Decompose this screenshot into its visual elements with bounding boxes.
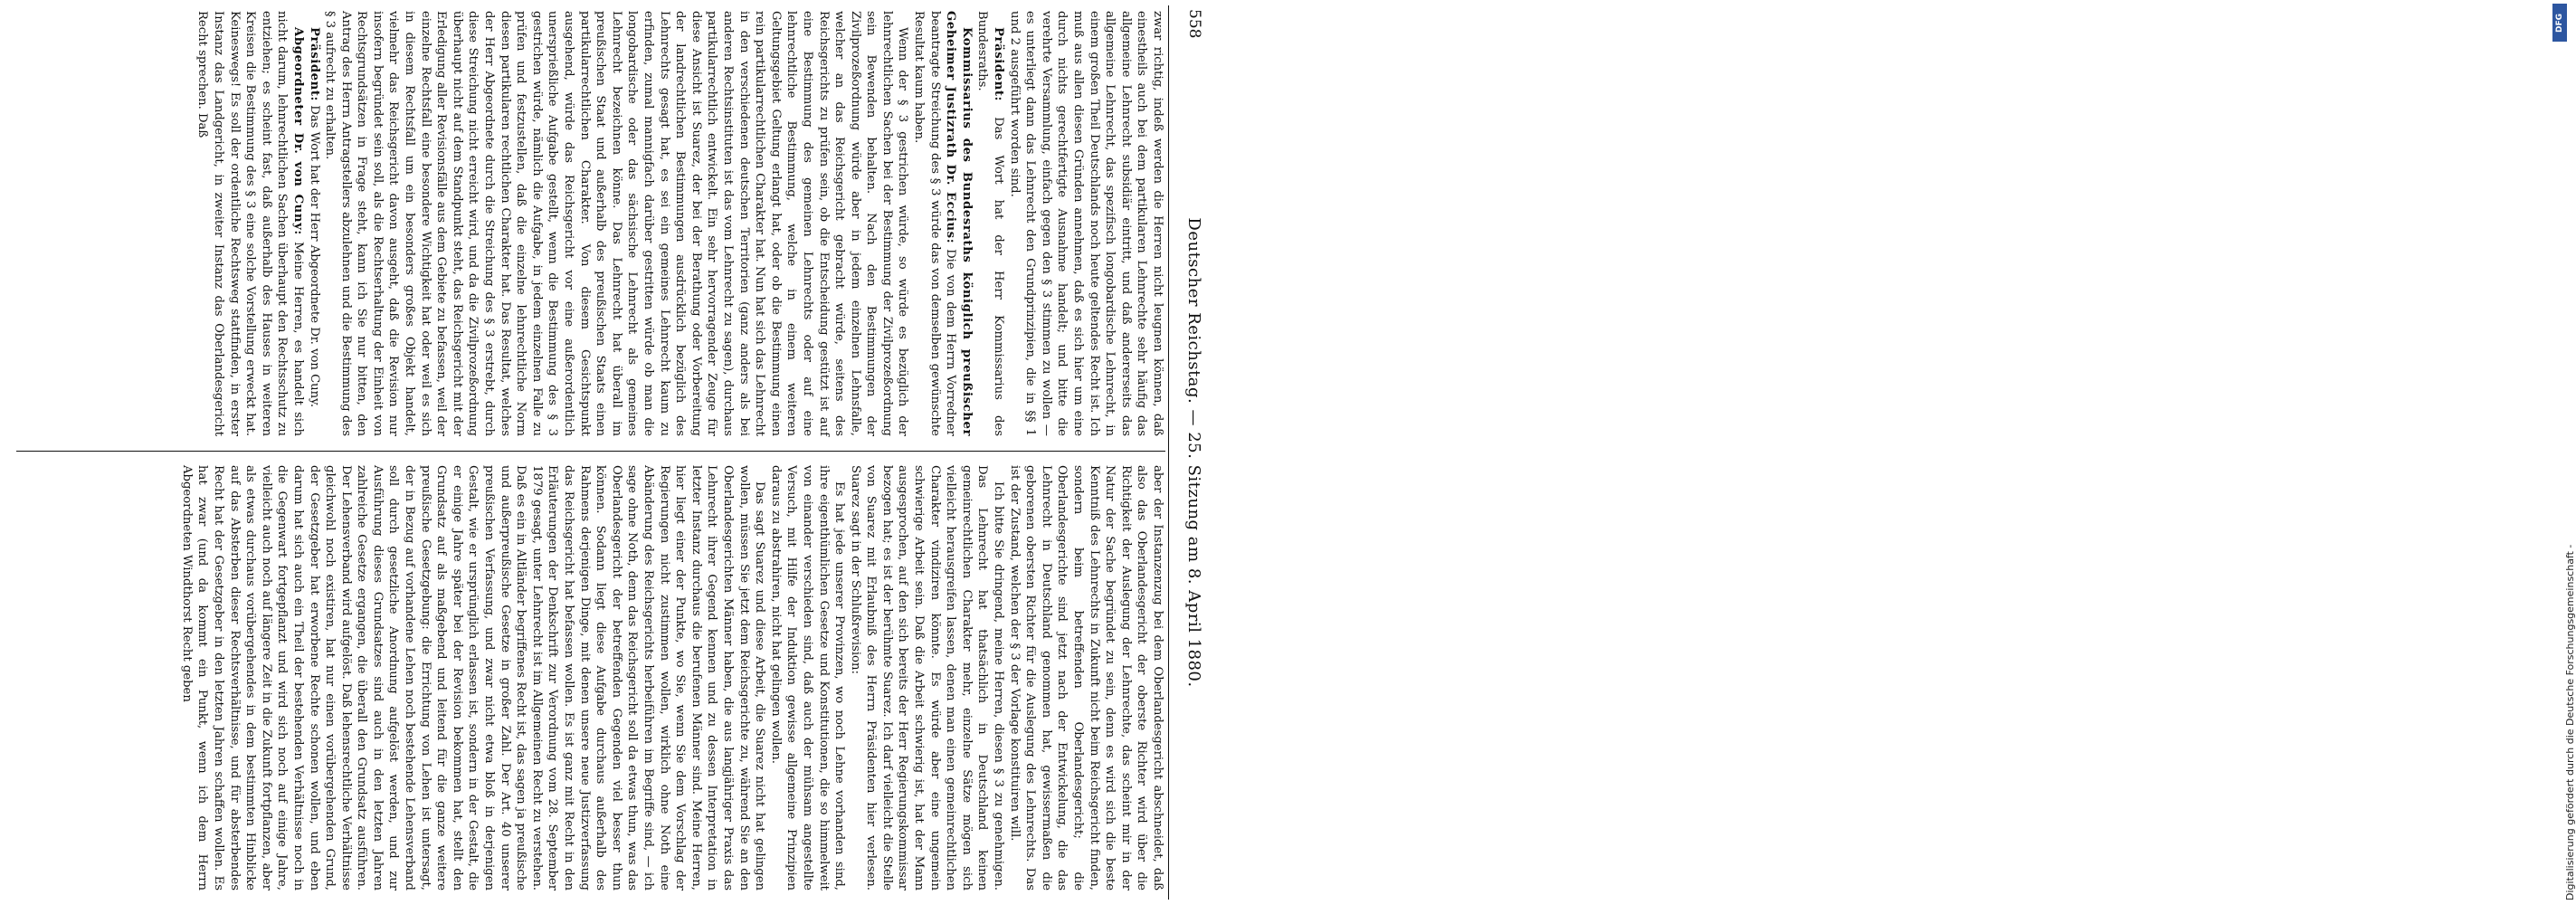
right-column xyxy=(16,465,1165,891)
paragraph-text: Wenn der § 3 gestrichen würde, so würde es bezüglich der lehnrechtlichen Sachen bei der Bestimmung der Zivilprozeßordnung sein Bewenden behalten. Nach den Bestimmungen der Zivilprozeßordnung würde aber in jedem einzelnen Lehnsfalle, welcher an das Reichsgericht gebracht würde, seitens des Reichsgerichts zu prüfen sein, ob die Entscheidung gestützt ist auf eine Bestimmung des gemeinen Lehnrechts oder auf eine lehnrechtliche Bestimmung, welche in einem weiteren Geltungsgebiet Geltung erlangt hat, oder ob die Bestimmung einen rein partikularrechtlichen Charakter hat. Nun hat sich das Lehnrecht in den verschiedenen deutschen Territorien (ganz anders als bei anderen Rechtsinstituten ist das vom Lehnrecht zu sagen), durchaus partikularrechtlich entwickelt. Ein sehr hervorragender Zeuge für diese Ansicht ist Suarez, der bei der Berathung oder Vorbereitung der landrechtlichen Bestimmungen ausdrücklich bezüglich des Lehnrechts gesagt hat, es sei ein gemeines Lehnrecht kaum zu erfinden, zumal mannigfach darüber gestritten würde ob man die longobardische oder das sächsische Lehnrecht als gemeines Lehnrecht bezeichnen könne. Das Lehnrecht hat überall im preußischen Staat und außerhalb des preußischen Staats einen partikularrechtlichen Charakter. Von diesem Gesichtspunkt ausgehend, würde das Reichsgericht vor eine außerordentlich unersprießliche Aufgabe gestellt, wenn die Bestimmung des § 3 gestrichen würde, nämlich die Aufgabe, in jedem einzelnen Falle zu prüfen und festzustellen, daß die einzelne lehnrechtliche Norm diesen partikularen rechtlichen Charakter hat. Das Resultat, welches der Herr Abgeordnete durch die Streichung des § 3 erstrebt, durch diese Streichung nicht erreicht wird, und da die Zivilprozeßordnung überhaupt nicht auf dem Standpunkt steht, das Reichsgericht mit der Erledigung aller Revisionsfälle aus dem Gebiete zu befassen, weil der einzelne Rechtsfall eine besondere Wichtigkeit hat oder weil es sich in diesem Rechtsfall um ein besonders großes Objekt handelt, vielmehr das Reichsgericht davon ausgeht, daß die Revision nur insofern begründet sein soll, als die Rechtserhaltung der Einheit von Rechtsgrundsätzen in Frage steht, kann ich Sie nur bitten, den Antrag des Herrn Antragstellers abzulehnen und die Bestimmung des § 3 aufrecht zu erhalten. xyxy=(323,11,910,436)
text-paragraph xyxy=(1006,465,1165,891)
paragraph-text: Meine Herren, es handelt sich nicht darum, lehnrechtlichen Sachen überhaupt den Rechtsschutz zu entziehen; es scheint fast, daß außerhalb des Hauses in weiteren Kreisen die Bestimmung des § 3 eine solche Vorstellung erweckt hat. Keineswegs! Es soll der ordentliche Rechtsweg stattfinden, in erster Instanz das Landgericht, in zweiter Instanz das Oberlandesgericht Recht sprechen. Daß xyxy=(195,11,305,436)
speech-paragraph xyxy=(911,11,974,436)
speech-paragraph xyxy=(974,11,1006,436)
paragraph-text: aber der Instanzenzug bei dem Oberlandesgericht abschneidet, daß also das Oberlandesgericht der oberste Richter wird über die Richtigkeit der Auslegung der Lehnrechte, das scheint mir in der Natur der Sache begründet zu sein, denn es wird sich die beste Kenntniß des Lehnrechts in Zukunft nicht beim Reichsgericht finden, sondern beim betreffenden Oberlandesgericht; die Oberlandesgerichte sind jetzt nach der Entwickelung, die das Lehnrecht in Deutschland genommen hat, gewissermaßen die geborenen obersten Richter für die Auslegung des Lehnrechts. Das ist der Zustand, welchen der § 3 der Vorlage konstituiren will. xyxy=(1007,465,1164,891)
digitization-note: Digitalisierung gefördert durch die Deutsche Forschungsgemeinschaft - xyxy=(2564,544,2576,900)
speech-paragraph xyxy=(306,11,322,436)
paragraph-text: zwar richtig, indeß werden die Herren nicht leugnen können, daß einestheils auch bei dem partikularen Lehnrechte sehr häufig das allgemeine Lehnrecht subsidiär eintritt, und daß andererseits das allgemeine Lehnrecht, das spezifisch longobardische Lehnrecht, in einem großen Theil Deutschlands noch heute geltendes Recht ist. Ich muß aus allen diesen Gründen annehmen, daß es sich hier um eine durch nichts gerechtfertigte Ausnahme handelt; und bitte die verehrte Versammlung, einfach gegen den § 3 stimmen zu wollen — es unterliegt dann das Lehnrecht den Grundprinzipien, die in §§ 1 und 2 ausgeführt worden sind. xyxy=(1007,11,1164,436)
speaker-name: Abgeordneter Dr. von Cuny: xyxy=(290,27,305,235)
page-header xyxy=(1176,5,1221,900)
paragraph-text: Das Wort hat der Herr Kommissarius des Bundesraths. xyxy=(975,11,1006,436)
text-paragraph xyxy=(178,465,767,891)
digitization-strip xyxy=(1274,0,2576,905)
text-paragraph xyxy=(322,11,911,436)
dfg-logo: DFG xyxy=(2552,4,2567,42)
paragraph-text: Das sagt Suarez und diese Arbeit, die Suarez nicht hat gelingen wollen, müssen Sie jetzt dem Reichsgerichte zu, während Sie an den Oberlandesgerichten Männer haben, die aus langjähriger Praxis das Lehnrecht ihrer Gegend kennen und zu dessen Interpretation in letzter Instanz durchaus die berufenen Männer sind. Meine Herren, hier liegt einer der Punkte, wo Sie, wenn Sie dem Vorschlag der Regierungen nicht zustimmen wollen, wirklich ohne Noth eine Abänderung des Reichsgerichts herbeiführen im Begriffe sind, — ich sage ohne Noth, denn das Reichsgericht soll da etwas thun, was das Oberlandesgericht der betreffenden Gegenden viel besser thun können. Sodann liegt diese Aufgabe durchaus außerhalb des Rahmens derjenigen Dinge, mit denen unsere neue Justizverfassung das Reichsgericht hat befassen wollen. Es ist ganz mit Recht in den Erläuterungen der Denkschrift zur Verordnung vom 28. September 1879 gesagt, unter Lehnrecht ist im Allgemeinen Recht zu verstehen. Daß es ein in Altländer begriffenes Recht ist, das sagen ja preußische und außerpreußische Gesetze in großer Zahl. Der Art. 40 unserer preußischen Verfassung, und zwar nicht etwa bloß in derjenigen Gestalt, wie er ursprünglich erlassen ist, sondern in der Gestalt, die er einige Jahre später bei der Revision bekommen hat, stellt den Grundsatz auf als maßgebend und leitend für die ganze weitere preußische Gesetzgebung: die Errichtung von Lehen ist untersagt, der in Bezug auf vorhandene Lehen noch bestehende Lehensverband soll durch gesetzliche Anordnung aufgelöst werden, und zur Ausführung dieses Grundsatzes sind auch in den letzten Jahren zahlreiche Gesetze ergangen, die überall den Grundsatz ausführen. Der Lehensverband wird aufgelöst. Daß lehensrechtliche Verhältnisse gleichwohl noch existiren, hat nur einen vorübergehenden Grund, der Gesetzgeber hat erworbene Rechte schonen wollen, und eben darum hat sich auch ein Theil der bestehenden Verhältnisse noch in die Gegenwart fortgepflanzt und wird sich noch auf einige Jahre, vielleicht auch noch auf längere Zeit in die Zukunft fortpflanzen, aber als etwas durchaus vorübergehendes in dem bestimmten Hinblicke auf das Absterben dieser Rechtsverhältnisse, und für absterbendes Recht hat der Gesetzgeber in den letzten Jahren schaffen wollen. Es hat zwar (und da kommt ein Punkt, wenn ich dem Herrn Abgeordneten Windthorst Recht geben xyxy=(179,465,767,891)
speaker-name: Präsident: xyxy=(307,27,321,102)
paragraph-text: Ich bitte Sie dringend, meine Herren, diesen § 3 zu genehmigen. Das Lehnrecht hat thatsächlich in Deutschland keinen gemeinrechtlichen Charakter mehr, einzelne Sätze mögen sich vielleicht herausgreifen lassen, denen man einen gemeinrechtlichen Charakter vindiziren könnte. Es würde aber eine ungemein schwierige Arbeit sein. Daß die Arbeit schwierig ist, hat der Mann ausgesprochen, auf den sich bereits der Herr Regierungskommissar bezogen hat; es ist der berühmte Suarez. Ich darf vielleicht die Stelle von Suarez mit Erlaubniß des Herrn Präsidenten hier verlesen. Suarez sagt in der Schlußrevision: xyxy=(848,465,1006,891)
speaker-name: Präsident: xyxy=(992,27,1006,102)
page-number: 558 xyxy=(1185,9,1203,39)
left-column xyxy=(16,11,1165,436)
paragraph-text: Es hat jede unserer Provinzen, wo noch Lehne vorhanden sind, ihre eigenthümlichen Gesetze und Konstitutionen, die so himmelweit von einander verschieden sind, daß auch der mühsam angestellte Versuch, mit Hilfe der Induktion gewisse allgemeine Prinzipien daraus zu abstrahiren, nicht hat gelingen wollen. xyxy=(768,465,847,891)
column-divider xyxy=(16,451,1165,452)
text-paragraph xyxy=(847,465,1006,891)
newspaper-page xyxy=(0,5,1221,900)
text-paragraph xyxy=(767,465,847,891)
speaker-name: Kommissarius des Bundesraths königlich preußischer Geheimer Justizrath Dr. Eccius: xyxy=(944,11,974,436)
running-head: Deutscher Reichstag. — 25. Sitzung am 8. April 1880. xyxy=(1184,217,1203,688)
header-rule xyxy=(1168,5,1169,900)
speech-paragraph xyxy=(195,11,306,436)
paragraph-text: Die von dem Herrn Vorredner beantragte Streichung des § 3 würde das von demselben gewünschte Resultat kaum haben. xyxy=(912,11,958,436)
text-paragraph xyxy=(1006,11,1165,436)
paragraph-text: Das Wort hat der Herr Abgeordnete Dr. von Cuny. xyxy=(307,105,321,408)
